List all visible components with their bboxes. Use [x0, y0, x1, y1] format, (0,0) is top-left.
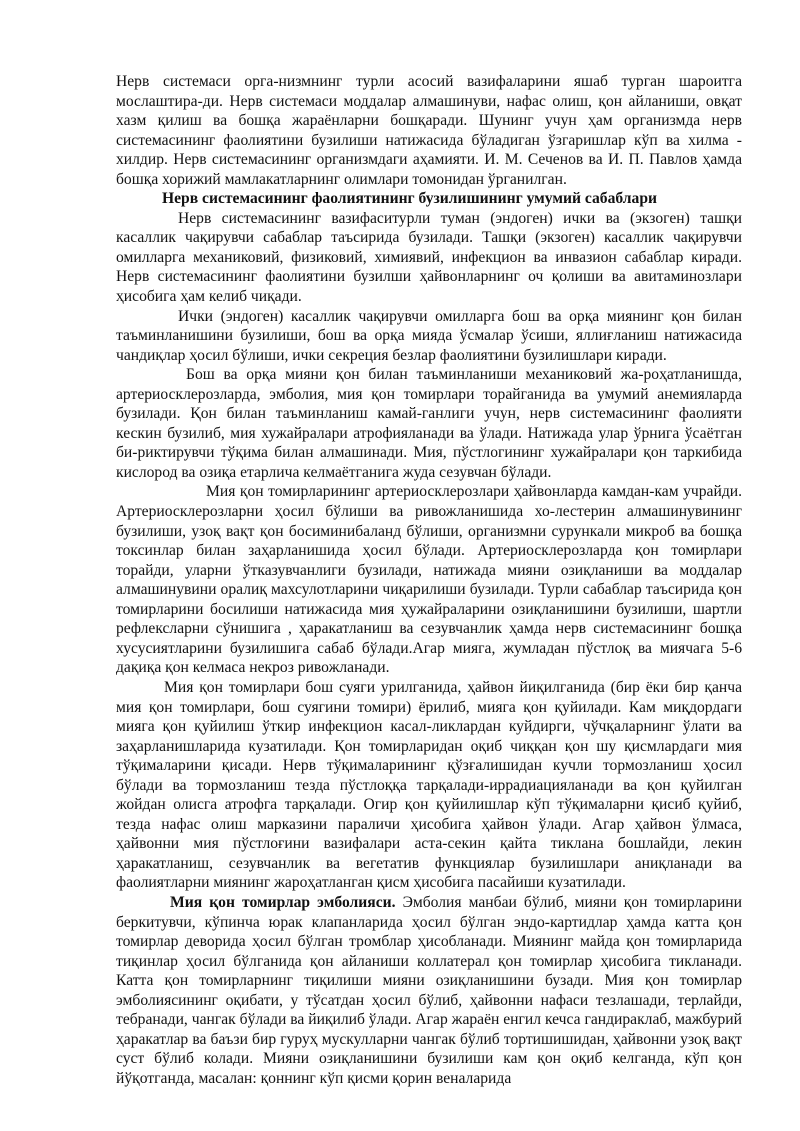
- paragraph-embolism: [116, 893, 742, 1088]
- paragraph-hemorrhage: Мия қон томирлари бош суяги урилганида, ҳайвон йиқилганида (бир ёки бир қанча мия қон томирлари, бош суягини томири) ёрилиб, мияга қон қуйилади. Кам миқдордаги мияга қон қуйилиш ўткир инфекцион касал-ликлардан куйдирги, чўчқаларнинг ўлати ва заҳарланишларида кузатилади. Қон томирларидан оқиб чиққан қон шу қисмлардаги мия тўқималарини қисади. Нерв тўқималарининг қўзғалишидан кучли тормозланиш ҳосил бўлади ва тормозланиш тезда пўстлоққа тарқалади-иррадиацияланади ва қон қуйилган жойдан олисга атрофга тарқалади. Огир қон қуйилишлар кўп тўқималарни қисиб қуйиб, тезда нафас олиш марказини параличи ҳисобига ҳайвон ўлади. Агар ҳайвон ўлмаса, ҳайвонни мия пўстлоғини вазифалари аста-секин қайта тиклана бошлайди, лекин ҳаракатланиш, сезувчанлик ва вегетатив функциялар бузилишлари аниқланади ва фаолиятларни миянинг жароҳатланган қисм ҳисобига пасайиши кузатилади.: [116, 678, 742, 892]
- paragraph-blood-supply: Бош ва орқа мияни қон билан таъминланиши механиковий жа-роҳатланишда, артериосклерозларда, эмболия, мия қон томирлари торайганида ва умумий анемияларда бузилади. Қон билан таъминланиш камай-ганлиги учун, нерв системасининг фаолияти кескин бузилиб, мия хужайралари атрофияланади ва ўлади. Натижада улар ўрнига ўсаётган би-риктирувчи тўқима билан алмашинади. Мия, пўстлогининг хужайралари қон таркибида кислород ва озиқа етарлича келмаётганига жуда сезувчан бўлади.: [116, 366, 742, 481]
- embolism-lead: Мия қон томирлар эмболияси.: [170, 893, 396, 911]
- paragraph-arteriosclerosis: Мия қон томирларининг артериосклерозлари ҳайвонларда камдан-кам учрайди. Артериосклерозларни ҳосил бўлиши ва ривожланишида хо-лестерин алмашинувининг бузилиши, узоқ вақт қон босиминибаланд бўлиши, организмни сурункали микроб ва бошқа токсинлар билан заҳарланишида ҳосил бўлади. Артериосклерозларда қон томирлари торайди, уларни ўтказувчанлиги бузилади, натижада мияни озиқланиши ва моддалар алмашинувини оралиқ махсулотларини чиқарилиши бузилади. Турли сабаблар таъсирида қон томирларини босилиши натижасида мия ҳужайраларини озиқланишини бузилиши, шартли рефлексларни сўнишига , ҳаракатланиш ва сезувчанлик ҳамда нерв системасининг бошқа хусусиятларини бузилишига сабаб бўлади.Агар мияга, жумладан пўстлоқ ва миячага 5-6 дақиқа қон келмаса некроз ривожланади.: [116, 483, 742, 677]
- paragraph-internal-causes: Ички (эндоген) касаллик чақирувчи омилларга бош ва орқа миянинг қон билан таъминланишини бузилиши, бош ва орқа мияда ўсмалар ўсиши, яллиғланиш натижасида чандиқлар ҳосил бўлиши, ички секреция безлар фаолиятини бузилишлари киради.: [116, 307, 742, 364]
- embolism-text: Эмболия манбаи бўлиб, мияни қон томирларини беркитувчи, кўпинча юрак клапанларида ҳосил бўлган эндо-картидлар ҳамда катта қон томирлар деворида ҳосил бўлган тромблар ҳисобланади. Миянинг майда қон томирларида тиқинлар ҳосил бўлганида қон айланиши коллатерал қон томирлар ҳисобига тикланади. Катта қон томирларнинг тиқилиши мияни озиқланишини бузади. Мия қон томирлар эмболиясининг оқибати, у тўсатдан ҳосил бўлиб, ҳайвонни нафаси тезлашади, терлайди, тебранади, чангак бўлади ва йиқилиб ўлади. Агар жараён енгил кечса гандираклаб, мажбурий ҳаракатлар ва баъзи бир гуруҳ мускулларни чангак бўлиб тортишишидан, ҳайвонни узоқ вақт суст бўлиб колади. Мияни озиқланишини бузилиши кам қон оқиб келганда, кўп қон йўқотганда, масалан: қоннинг кўп қисми қорин веналарида: [116, 893, 742, 1087]
- section-heading: Нерв системасининг фаолиятининг бузилишининг умумий сабаблари: [162, 190, 658, 208]
- document-page: [116, 72, 742, 1088]
- paragraph-external-causes: Нерв системасининг вазифаситурли туман (эндоген) ички ва (экзоген) ташқи касаллик чақирувчи сабаблар таъсирида бузилади. Ташқи (экзоген) касаллик чақирувчи омилларга механиковий, физиковий, химиявий, инфекцион ва инвазион сабаблар киради. Нерв системасининг фаолиятини бузилши ҳайвонларнинг оч қолиши ва авитаминозлари ҳисобига ҳам келиб чиқади.: [116, 209, 742, 306]
- intro-paragraph: Нерв системаси орга-низмнинг турли асосий вазифаларини яшаб турган шароитга мослаштира-ди. Нерв системаси моддалар алмашинуви, нафас олиш, қон айланиши, овқат хазм қилиш ва бошқа жараёнларни бошқаради. Шунинг учун ҳам организмда нерв системасининг фаолиятини бузилиши натижасида бўладиган ўзгаришлар кўп ва хилма - хилдир. Нерв системасининг организмдаги аҳамияти. И. М. Сеченов ва И. П. Павлов ҳамда бошқа хорижий мамлакатларнинг олимлари томонидан ўрганилган.: [116, 73, 742, 188]
